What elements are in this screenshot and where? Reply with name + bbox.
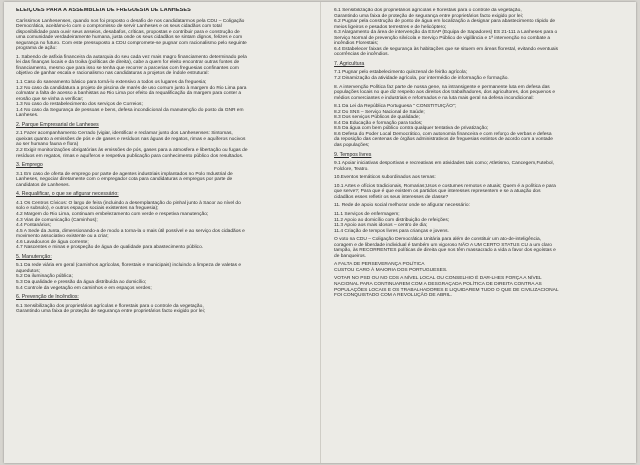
- text-line: 11.3 Apoio aos mais idosos – centro de dia;: [334, 223, 428, 229]
- text-line: solo e subsolo), e outros espaços sociais existentes na freguesia);: [16, 206, 159, 212]
- text-line: segurança no futuro. Com este pressuposto a CDU compromete-se pugnar com racionalismo pelo seguinte: [16, 40, 247, 46]
- text-line: 8.1 Da Lei da República Portuguesa " CONSTITUIÇÃO";: [334, 104, 456, 110]
- text-line: 6.4 Estabelecer faixas de segurança às habitações que se situem em áreas florestal, evitando eventuais: [334, 46, 559, 52]
- text-line: aquedutos;: [16, 268, 40, 274]
- text-line: 10.Eventos temáticos subordinados aos temas:: [334, 175, 436, 181]
- text-line: que serve?; Para que é que existem os partidos que interesses representem e se a atuação dos: [334, 189, 541, 195]
- text-line: 6.1 Sensibilização dos proprietários agrícolas e florestais para o controle da vegetação,: [16, 303, 204, 309]
- left-column: [16, 8, 308, 460]
- text-line: 4.1 Os Centros Cívicos: O largo de feira (incluindo a desemplantação do pinhal junto à Sacor ao nível do: [16, 200, 241, 206]
- paragraph: [16, 201, 308, 251]
- paragraph: [16, 304, 308, 315]
- text-line: 5.2 Da iluminação pública;: [16, 274, 73, 280]
- text-line: 7.2 Dinamização da atividade agrícola, por intermédio de informação e formação.: [334, 76, 509, 82]
- document-title: ELEIÇÕES PARA A ASSEMBLEIA DE FREGUESIA DE LANHESES: [16, 8, 191, 13]
- text-line: médios comerciantes e industriais e reformados e na luta mais geral na defesa incondicional:: [334, 95, 534, 101]
- paragraph: [334, 175, 626, 181]
- text-line: Serviço Normal de prevenção silvícola e Serviço Público de vigilância e 1ª intervenção no combate a: [334, 35, 551, 41]
- text-line: coragem e de liberdade individual é também um vigoroso NÃO A UM CERTO STATUS CU a um claro: [334, 242, 552, 248]
- text-line: POPULAÇÕES LOCAIS E OS TRABALHADORES E LIQUIDAREM TUDO O QUE DE CIVILIZACIONAL: [334, 287, 559, 293]
- text-line: lei das finanças locais e da troika (políticas de direita), cabe a quem for eleito encontrar outras fontes de: [16, 60, 240, 66]
- paragraph: [334, 203, 626, 209]
- paragraph: [334, 212, 626, 234]
- text-line: cidadãos esses refletir os seus interesses de classe?: [334, 194, 449, 200]
- text-line: 11.4 Criação de tempos livres para crianças e jovens.: [334, 228, 449, 234]
- text-line: programa de ação:: [16, 46, 57, 52]
- text-line: de banqueiros.: [334, 253, 367, 259]
- page-fold: [320, 2, 321, 463]
- text-line: 4.3 Vias de comunicação (Caminhos);: [16, 217, 98, 223]
- section-heading: 2. Parque Empresarial de Lanheses: [16, 121, 99, 128]
- section-heading: 9. Tempos livres: [334, 151, 372, 158]
- paragraph: [16, 131, 308, 159]
- text-line: 6.3 Alargamento da área de intervenção da ESAP (Equipa de Sapadores) ES 21-111 a Lanheses para o: [334, 30, 558, 36]
- text-line: VOTAR NO PSD OU NO CDS A NÍVEL LOCAL OU CONSELHIO É DAR-LHES FORÇA A NÍVEL: [334, 276, 542, 282]
- section-heading: 6. Prevenção de Incêndios:: [16, 294, 79, 301]
- paragraph: [334, 276, 626, 298]
- text-line: 8.5 Da água com bem público contra qualquer tentativa de privatização;: [334, 126, 489, 132]
- section-heading: 4. Requalificar, o que se afigurar necessário:: [16, 191, 119, 198]
- text-line: populações locais no que diz respeito aos direitos dos trabalhadores, dos agricultores, dos pequenos e: [334, 90, 556, 96]
- text-line: resíduos em regatos, rimas e aquíferos e respetiva publicação para conhecimento público dos resultados.: [16, 153, 244, 159]
- paragraph: [16, 55, 308, 77]
- text-line: 8.2 Do SNS – Serviço Nacional de Saúde;: [334, 109, 425, 115]
- text-line: movimento associativo existente ou a criar;: [16, 234, 109, 240]
- text-line: incêndios Florestais;: [334, 41, 379, 47]
- paragraph: [334, 262, 626, 273]
- text-line: CUSTOU CARO À MAIORIA DOS PORTUGUESES.: [334, 267, 448, 273]
- section-heading: 5. Manutenção:: [16, 253, 52, 260]
- paragraph: [16, 172, 308, 189]
- text-line: A FALTA DE PERSEVERANÇA POLÍTICA: [334, 262, 425, 268]
- paragraph: [334, 8, 626, 58]
- paragraph: [334, 85, 626, 102]
- paragraph: [334, 104, 626, 148]
- text-line: 1.3 No caso do restabelecimento dos serviços de Correios;: [16, 102, 143, 108]
- text-line: uma comunidade verdadeiramente humana, justa onde os seus cidadãos se sintam dignos, felizes e com: [16, 35, 243, 41]
- paragraph: [16, 263, 308, 291]
- text-line: Democrática, aceitámo-lo com o compromisso de servir Lanheses e os seus cidadãos com total: [16, 24, 222, 30]
- paragraph: [334, 237, 626, 259]
- text-line: queixas quanto a emissões de pós e de gases e resíduos nas águas de regatos, rimas e aquíferos nocivos: [16, 136, 246, 142]
- text-line: meios ligeiros e pesados terrestres e de helicóptero;: [334, 24, 447, 30]
- text-line: 8. A intervenção Política faz parte de nossa gene, na intransigente e permanente luta em defesa das: [334, 84, 550, 90]
- paragraph: [334, 161, 626, 172]
- text-line: NACIONAL PARA CONTINUAREM COM A DESGRAÇADA POLÍTICA DE DIREITA CONTRA AS: [334, 281, 542, 287]
- leaflet-page: [4, 2, 636, 463]
- text-line: 1.4 No caso da Segurança de pessoas e bens, defesa incondicional da manutenção do posto da GNR em: [16, 107, 244, 113]
- text-line: 1.2 No caso da candidatura a projeto de piscina de marés de uso comum junto à margem do Rio Lima para: [16, 85, 247, 91]
- text-line: tampão, às RECORRENTES políticas de direita que nos têm massacrado a vida a favor dos egoístas e: [334, 248, 556, 254]
- text-line: Lanheses.: [16, 113, 39, 119]
- text-line: 4.7 Nascentes e minas e prospeção de água de qualidade para abastecimento público.: [16, 245, 204, 251]
- paragraph: [334, 70, 626, 81]
- text-line: 9.1 Apoiar iniciativas desportivas e recreativas em atividades tais como; Atletismo, Cancegem,Futebol,: [334, 161, 554, 167]
- text-line: 1.1 Caso do saneamento básico para torná-lo extensivo a todos os lugares da freguesia;: [16, 80, 207, 86]
- text-line: 2.1 Fazer acompanhamento Cerrado (vigiar, identificar e reclamar junto dos Lanhesenses: Sintomas,: [16, 131, 233, 137]
- text-line: 2.2 Exigir monitorizações obrigatórias às emissões de pós, gases para a atmosfera e libertação ou fugas de: [16, 148, 248, 154]
- text-line: 5.3 Da qualidade e pressão da água distribuída ao domicílio;: [16, 279, 147, 285]
- text-line: O voto na CDU – Coligação Democrática Unitária para além de constituir um ato-de-inteligência,: [334, 237, 542, 243]
- paragraph: [334, 184, 626, 201]
- text-line: FOI CONQUISTADO COM A REVOLUÇÃO DE ABRIL.: [334, 293, 453, 299]
- text-line: das populações;: [334, 143, 370, 149]
- text-line: Garantindo uma faixa de proteção de segurança entre proprietários facto exigido por lei;: [16, 309, 206, 315]
- text-line: da reposição das centenas de órgãos administrativos de freguesias extintos de acordo com a vontade: [334, 137, 553, 143]
- text-line: 3.1 Em caso de oferta de emprego por parte de agentes industriais implantados no Polo Industrial de: [16, 171, 233, 177]
- text-line: financiamento, mesmo que para isso se tenha que recorrer a parcerias com freguesias confinantes com: [16, 65, 239, 71]
- paragraph: [16, 80, 308, 119]
- text-line: 4.4 Fontanários;: [16, 223, 52, 229]
- text-line: 7.1 Pugnar pelo estabelecimento quinzenal de feirão agrícola;: [334, 70, 468, 76]
- text-line: 11.2 Apoio ao domicílio com distribuição de refeições;: [334, 217, 450, 223]
- paragraph: [16, 19, 308, 52]
- text-line: 4.5 A Sede da Junta, dimensionando-a de modo a torna-la o mais útil possível e ao serviço dos cidadãos e: [16, 228, 245, 234]
- text-line: Caríssimos Lanhesenses, quando nos foi proposto o desafio de nos candidatarmos pela CDU – Coligação: [16, 18, 245, 24]
- text-line: ocorrências de incêndios.: [334, 52, 389, 58]
- text-line: colmatar a falta de acesso a banhistas ao Rio Lima por efeito da requalificação da margem para conter a: [16, 91, 242, 97]
- text-line: Folclore, Teatro.: [334, 166, 369, 172]
- text-line: 11.1 Serviços de enfermagem;: [334, 211, 400, 217]
- text-line: candidatos de Lanheses.: [16, 182, 70, 188]
- text-line: 4.6 Lavadouros de água corrente;: [16, 239, 89, 245]
- text-line: 8.3 Dos serviços Públicos de qualidade;: [334, 115, 420, 121]
- text-line: erosão que se vinha a verificar;: [16, 96, 84, 102]
- text-line: 1. Sabendo de asfixia financeira da autarquia do seu cada vez mais magro financiamento determinado pela: [16, 54, 247, 60]
- text-line: Garantindo uma faixa de proteção de segurança entre proprietários facto exigido por lei;: [334, 13, 524, 19]
- section-heading: 3. Emprego: [16, 162, 43, 169]
- text-line: objetivo de ganhar escala e racionalismo nas candidaturas a projetos de índole estrutural:: [16, 71, 209, 77]
- text-line: 11. Rede de apoio social melhorar onde se afigurar necessário:: [334, 203, 470, 209]
- text-line: 8.6 Defesa do Poder Local Democrático, com autonomia financeira e com reforço de verbas e defesa: [334, 131, 552, 137]
- text-line: Lanheses, negociar diretamente com o empregador cota para candidaturas a empregos por parte de: [16, 177, 233, 183]
- section-heading: 7. Agricultura: [334, 60, 365, 67]
- text-line: 6.2 Pugnar pela construção de ponto de água em localização a designar para abastecimento rápido de: [334, 19, 556, 25]
- text-line: 5.4 Controle da vegetação em caminhos e em espaços verdes;: [16, 285, 152, 291]
- text-line: 6.1 Sensibilização dos proprietários agrícolas e florestais para o controle da vegetação,: [334, 8, 522, 13]
- text-line: disponibilidade para ouvir seus anseios, desabafos, críticas, propostas e contribuir para e construção de: [16, 29, 240, 35]
- text-line: ao ser humano fauna e flora): [16, 142, 79, 148]
- text-line: 8.4 Da Educação e formação para todos;: [334, 120, 423, 126]
- text-line: 4.2 Margem do Rio Lima, continuam embelezamento com verde e respetiva manutenção;: [16, 211, 209, 217]
- right-column: [334, 8, 626, 460]
- text-line: 10.1 Artes e ofícios tradicionais, Romarias;Usos e costumes remotos e atuais; Quem é a política e para: [334, 183, 556, 189]
- text-line: 5.1 Da rede viária em geral (caminhos agrícolas, florestais e municipais) incluindo a limpeza de valetas e: [16, 263, 242, 269]
